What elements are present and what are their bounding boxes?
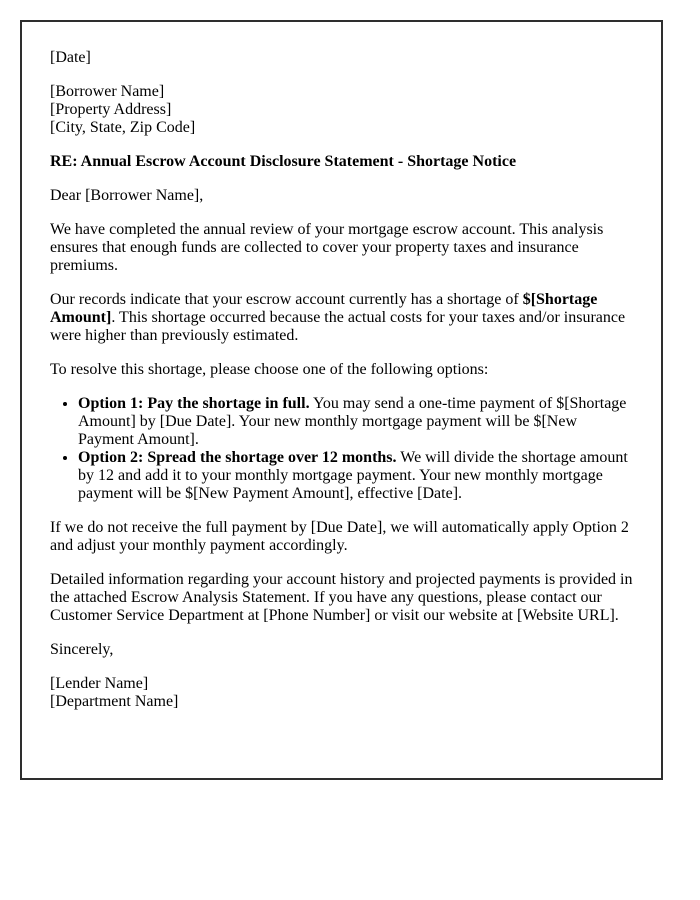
options-list bbox=[50, 395, 634, 503]
paragraph-options-lead: To resolve this shortage, please choose one of the following options: bbox=[50, 361, 489, 378]
recipient-address: [Property Address] bbox=[50, 101, 172, 118]
recipient-name: [Borrower Name] bbox=[50, 83, 165, 100]
shortage-amount: $[Shortage Amount] bbox=[50, 291, 598, 326]
option-1-text: You may send a one-time payment of $[Shortage Amount] by [Due Date]. Your new monthly mortgage payment will be $[New Payment Amount]. bbox=[78, 395, 627, 448]
option-2-label: Option 2: Spread the shortage over 12 months. bbox=[78, 449, 397, 466]
paragraph-shortage bbox=[50, 291, 634, 345]
option-1-item bbox=[78, 395, 634, 449]
option-2-item bbox=[78, 449, 634, 503]
shortage-text-post: . This shortage occurred because the actual costs for your taxes and/or insurance were higher than previously estimated. bbox=[50, 309, 626, 344]
paragraph-details: Detailed information regarding your account history and projected payments is provided in the attached Escrow Analysis Statement. If you have any questions, please contact our Customer Service Department at [Phone Number] or visit our website at [Website URL]. bbox=[50, 571, 633, 624]
option-1-label: Option 1: Pay the shortage in full. bbox=[78, 395, 310, 412]
date-line: [Date] bbox=[50, 49, 91, 66]
signature-block bbox=[50, 675, 634, 711]
shortage-text-pre: Our records indicate that your escrow account currently has a shortage of bbox=[50, 291, 523, 308]
salutation: Dear [Borrower Name], bbox=[50, 187, 204, 204]
option-2-text: We will divide the shortage amount by 12 and add it to your monthly mortgage payment. Your new monthly mortgage payment will be $[New Payment Amount], effective [Date]. bbox=[78, 449, 628, 502]
closing: Sincerely, bbox=[50, 641, 114, 658]
signature-lender-name: [Lender Name] bbox=[50, 675, 149, 692]
letter-document bbox=[20, 20, 663, 780]
subject-line: RE: Annual Escrow Account Disclosure Statement - Shortage Notice bbox=[50, 153, 517, 170]
paragraph-default-action: If we do not receive the full payment by [Due Date], we will automatically apply Option 2 and adjust your monthly payment accordingly. bbox=[50, 519, 629, 554]
recipient-block bbox=[50, 83, 634, 137]
recipient-city-state-zip: [City, State, Zip Code] bbox=[50, 119, 196, 136]
signature-department-name: [Department Name] bbox=[50, 693, 179, 710]
paragraph-intro: We have completed the annual review of your mortgage escrow account. This analysis ensures that enough funds are collected to cover your property taxes and insurance premiums. bbox=[50, 221, 604, 274]
